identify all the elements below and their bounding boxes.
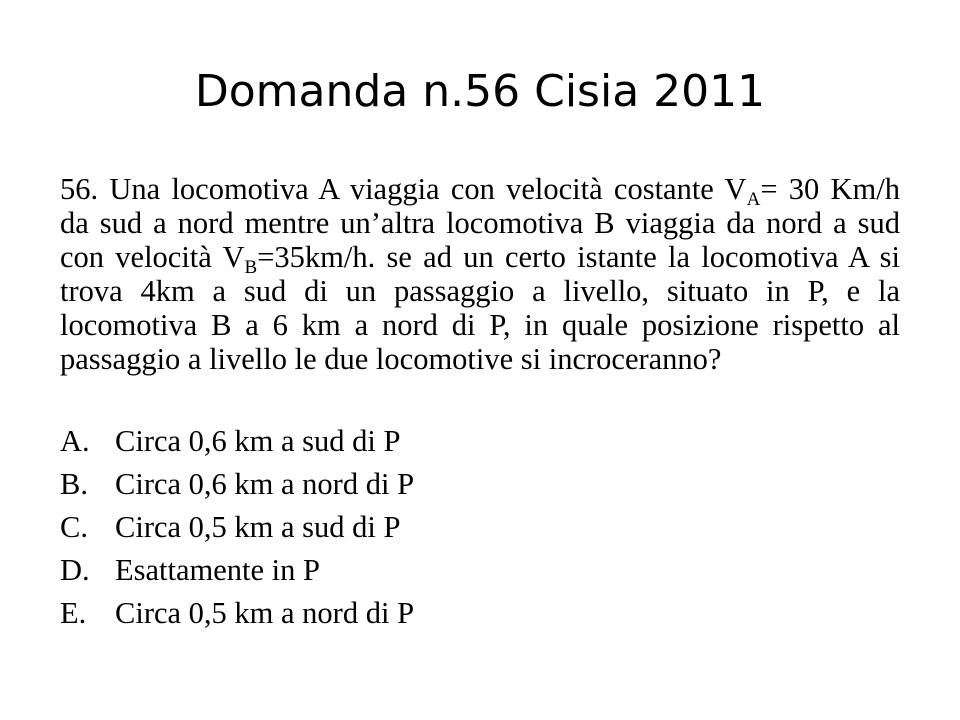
option-letter: A. [60,424,90,458]
option-a [60,420,414,463]
answer-options [60,420,414,635]
option-c [60,506,414,549]
option-letter: B. [60,467,88,501]
question-part-2: = 30 Km/h da sud a nord mentre un’altra locomotiva B viaggia da nord a sud con velocità V [60,172,900,274]
subscript-b: B [244,257,258,278]
option-text: Circa 0,5 km a sud di P [115,510,401,544]
option-text: Circa 0,6 km a nord di P [115,467,415,501]
option-d [60,549,414,592]
question-part-3: =35km/h. se ad un certo istante la locomotiva A si trova 4km a sud di un passaggio a livello, situato in P, e la locomotiva B a 6 km a nord di P, in quale posizione rispetto al passaggio a livello le due locomotive si incroceranno? [60,240,900,376]
option-letter: D. [60,553,90,587]
subscript-a: A [746,189,761,210]
option-text: Esattamente in P [115,553,320,587]
option-text: Circa 0,6 km a sud di P [115,424,401,458]
option-e [60,592,414,635]
question-part-1: 56. Una locomotiva A viaggia con velocità costante V [60,172,747,206]
slide-title: Domanda n.56 Cisia 2011 [194,66,766,117]
option-b [60,463,414,506]
question-text [60,172,900,376]
option-letter: E. [60,596,87,630]
option-letter: C. [60,510,88,544]
option-text: Circa 0,5 km a nord di P [115,596,415,630]
